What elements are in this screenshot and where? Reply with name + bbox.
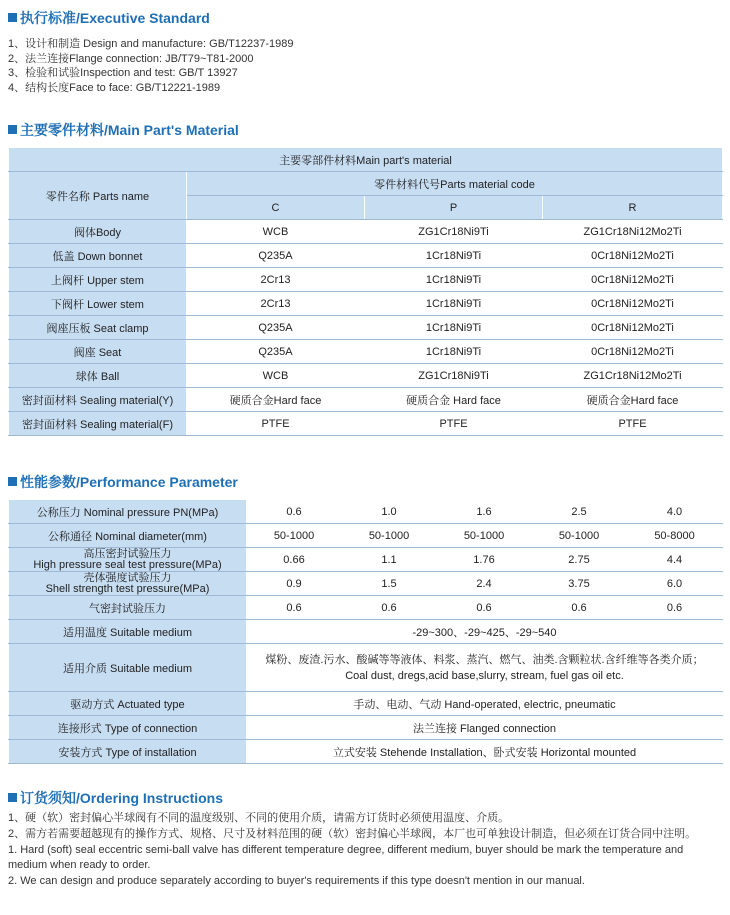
square-bullet-icon <box>8 477 17 486</box>
material-p-cell: ZG1Cr18Ni9Ti <box>365 364 543 388</box>
table-row <box>9 524 723 548</box>
high-seal-value: 1.76 <box>437 548 532 572</box>
list-item: 1、硬（软）密封偏心半球阀有不同的温度级别、不同的使用介质，请需方订货时必须使用温度、介质。 <box>8 812 510 824</box>
nominal-pressure-value: 2.5 <box>532 500 627 524</box>
table-row <box>9 172 723 196</box>
shell-strength-value: 6.0 <box>627 572 723 596</box>
table-row <box>9 388 723 412</box>
material-r-cell: 0Cr18Ni12Mo2Ti <box>543 244 723 268</box>
material-c-cell: WCB <box>187 220 365 244</box>
material-r-cell: 硬质合金Hard face <box>543 388 723 412</box>
material-r-cell: 0Cr18Ni12Mo2Ti <box>543 292 723 316</box>
shell-strength-value: 3.75 <box>532 572 627 596</box>
list-item: 1、设计和制造 Design and manufacture: GB/T12237-1989 <box>8 38 294 50</box>
material-r-cell: ZG1Cr18Ni12Mo2Ti <box>543 364 723 388</box>
table-row <box>9 316 723 340</box>
high-seal-value: 2.75 <box>532 548 627 572</box>
material-p-cell: 1Cr18Ni9Ti <box>365 244 543 268</box>
parts-name-header: 零件名称 Parts name <box>9 172 187 220</box>
gas-seal-value: 0.6 <box>532 596 627 620</box>
nominal-diameter-value: 50-8000 <box>627 524 723 548</box>
table-row <box>9 500 723 524</box>
nominal-pressure-label: 公称压力 Nominal pressure PN(MPa) <box>9 500 247 524</box>
material-title: 主要零件材料/Main Part's Material <box>8 120 239 140</box>
nominal-diameter-value: 50-1000 <box>532 524 627 548</box>
table-row <box>9 644 723 692</box>
high-seal-value: 0.66 <box>247 548 342 572</box>
nominal-pressure-value: 0.6 <box>247 500 342 524</box>
gas-seal-label: 气密封试验压力 <box>9 596 247 620</box>
shell-strength-value: 2.4 <box>437 572 532 596</box>
table-row <box>9 412 723 436</box>
material-r-cell: 0Cr18Ni12Mo2Ti <box>543 340 723 364</box>
installation-value: 立式安装 Stehende Installation、卧式安装 Horizontal mounted <box>247 740 723 764</box>
performance-title: 性能参数/Performance Parameter <box>8 472 238 492</box>
nominal-diameter-value: 50-1000 <box>342 524 437 548</box>
nominal-pressure-value: 1.0 <box>342 500 437 524</box>
ordering-title: 订货须知/Ordering Instructions <box>8 788 223 808</box>
shell-strength-value: 0.9 <box>247 572 342 596</box>
material-r-cell: PTFE <box>543 412 723 436</box>
nominal-pressure-value: 1.6 <box>437 500 532 524</box>
material-c-cell: 2Cr13 <box>187 268 365 292</box>
gas-seal-value: 0.6 <box>342 596 437 620</box>
table-row <box>9 548 723 572</box>
performance-table <box>8 499 723 764</box>
part-name-cell: 密封面材料 Sealing material(Y) <box>9 388 187 412</box>
list-item: 2、法兰连接Flange connection: JB/T79~T81-2000 <box>8 52 254 65</box>
list-item: 1. Hard (soft) seal eccentric semi-ball valve has different temperature degree, different medium, buyer should be mark the temperature and medium when ready to order. <box>8 843 684 872</box>
square-bullet-icon <box>8 125 17 134</box>
material-p-cell: PTFE <box>365 412 543 436</box>
nominal-diameter-label: 公称通径 Nominal diameter(mm) <box>9 524 247 548</box>
high-seal-label: 高压密封试验压力 High pressure seal test pressure(MPa) <box>9 548 247 572</box>
table-row <box>9 740 723 764</box>
shell-strength-value: 1.5 <box>342 572 437 596</box>
table-row <box>9 244 723 268</box>
material-c-cell: Q235A <box>187 316 365 340</box>
part-name-cell: 阀座压板 Seat clamp <box>9 316 187 340</box>
code-p-header: P <box>365 196 543 220</box>
shell-strength-label: 壳体强度试验压力 Shell strength test pressure(MPa) <box>9 572 247 596</box>
material-p-cell: 1Cr18Ni9Ti <box>365 268 543 292</box>
square-bullet-icon <box>8 793 17 802</box>
material-table <box>8 147 723 436</box>
gas-seal-value: 0.6 <box>247 596 342 620</box>
actuation-value: 手动、电动、气动 Hand-operated, electric, pneumatic <box>247 692 723 716</box>
part-name-cell: 下阀杆 Lower stem <box>9 292 187 316</box>
code-r-header: R <box>543 196 723 220</box>
table-row <box>9 364 723 388</box>
table-row <box>9 340 723 364</box>
temperature-label: 适用温度 Suitable medium <box>9 620 247 644</box>
nominal-diameter-value: 50-1000 <box>247 524 342 548</box>
part-name-cell: 上阀杆 Upper stem <box>9 268 187 292</box>
material-c-cell: 硬质合金Hard face <box>187 388 365 412</box>
connection-value: 法兰连接 Flanged connection <box>247 716 723 740</box>
material-r-cell: 0Cr18Ni12Mo2Ti <box>543 316 723 340</box>
square-bullet-icon <box>8 13 17 22</box>
high-seal-value: 4.4 <box>627 548 723 572</box>
temperature-value: -29~300、-29~425、-29~540 <box>247 620 723 644</box>
material-c-cell: Q235A <box>187 340 365 364</box>
table-row <box>9 292 723 316</box>
table-row <box>9 220 723 244</box>
material-p-cell: 硬质合金 Hard face <box>365 388 543 412</box>
table-row <box>9 268 723 292</box>
material-p-cell: 1Cr18Ni9Ti <box>365 292 543 316</box>
table-row <box>9 148 723 172</box>
medium-value: 煤粉、废渣.污水、酸碱等等液体、料浆、蒸汽、燃气、油类.含颗粒状.含纤维等各类介质； Coal dust, dregs,acid base,slurry, stream, fuel gas oil etc. <box>247 644 723 692</box>
executive-standard-title: 执行标准/Executive Standard <box>8 8 210 28</box>
list-item: 2. We can design and produce separately according to buyer's requirements if this type doesn't mention in our manual. <box>8 875 585 888</box>
table-row <box>9 692 723 716</box>
material-r-cell: 0Cr18Ni12Mo2Ti <box>543 268 723 292</box>
table-row <box>9 596 723 620</box>
gas-seal-value: 0.6 <box>627 596 723 620</box>
list-item: 4、结构长度Face to face: GB/T12221-1989 <box>8 81 221 94</box>
table-row <box>9 620 723 644</box>
table-row <box>9 716 723 740</box>
ordering-instructions <box>8 811 724 890</box>
material-r-cell: ZG1Cr18Ni12Mo2Ti <box>543 220 723 244</box>
material-c-cell: WCB <box>187 364 365 388</box>
material-c-cell: Q235A <box>187 244 365 268</box>
connection-label: 连接形式 Type of connection <box>9 716 247 740</box>
executive-standard-list <box>8 37 294 95</box>
material-p-cell: ZG1Cr18Ni9Ti <box>365 220 543 244</box>
material-c-cell: 2Cr13 <box>187 292 365 316</box>
material-c-cell: PTFE <box>187 412 365 436</box>
table-row <box>9 572 723 596</box>
nominal-diameter-value: 50-1000 <box>437 524 532 548</box>
material-p-cell: 1Cr18Ni9Ti <box>365 340 543 364</box>
part-name-cell: 密封面材料 Sealing material(F) <box>9 412 187 436</box>
gas-seal-value: 0.6 <box>437 596 532 620</box>
code-c-header: C <box>187 196 365 220</box>
high-seal-value: 1.1 <box>342 548 437 572</box>
actuation-label: 驱动方式 Actuated type <box>9 692 247 716</box>
nominal-pressure-value: 4.0 <box>627 500 723 524</box>
material-p-cell: 1Cr18Ni9Ti <box>365 316 543 340</box>
material-code-header: 零件材料代号Parts material code <box>187 172 723 196</box>
part-name-cell: 球体 Ball <box>9 364 187 388</box>
material-table-title: 主要零部件材料Main part's material <box>9 148 723 172</box>
medium-label: 适用介质 Suitable medium <box>9 644 247 692</box>
part-name-cell: 阀座 Seat <box>9 340 187 364</box>
list-item: 2、需方若需要超越现有的操作方式、规格、尺寸及材料范围的硬（软）密封偏心半球阀，本厂也可单独设计制造，但必须在订货合同中注明。 <box>8 827 697 840</box>
part-name-cell: 低盖 Down bonnet <box>9 244 187 268</box>
installation-label: 安装方式 Type of installation <box>9 740 247 764</box>
list-item: 3、检验和试验Inspection and test: GB/T 13927 <box>8 67 238 80</box>
part-name-cell: 阀体Body <box>9 220 187 244</box>
